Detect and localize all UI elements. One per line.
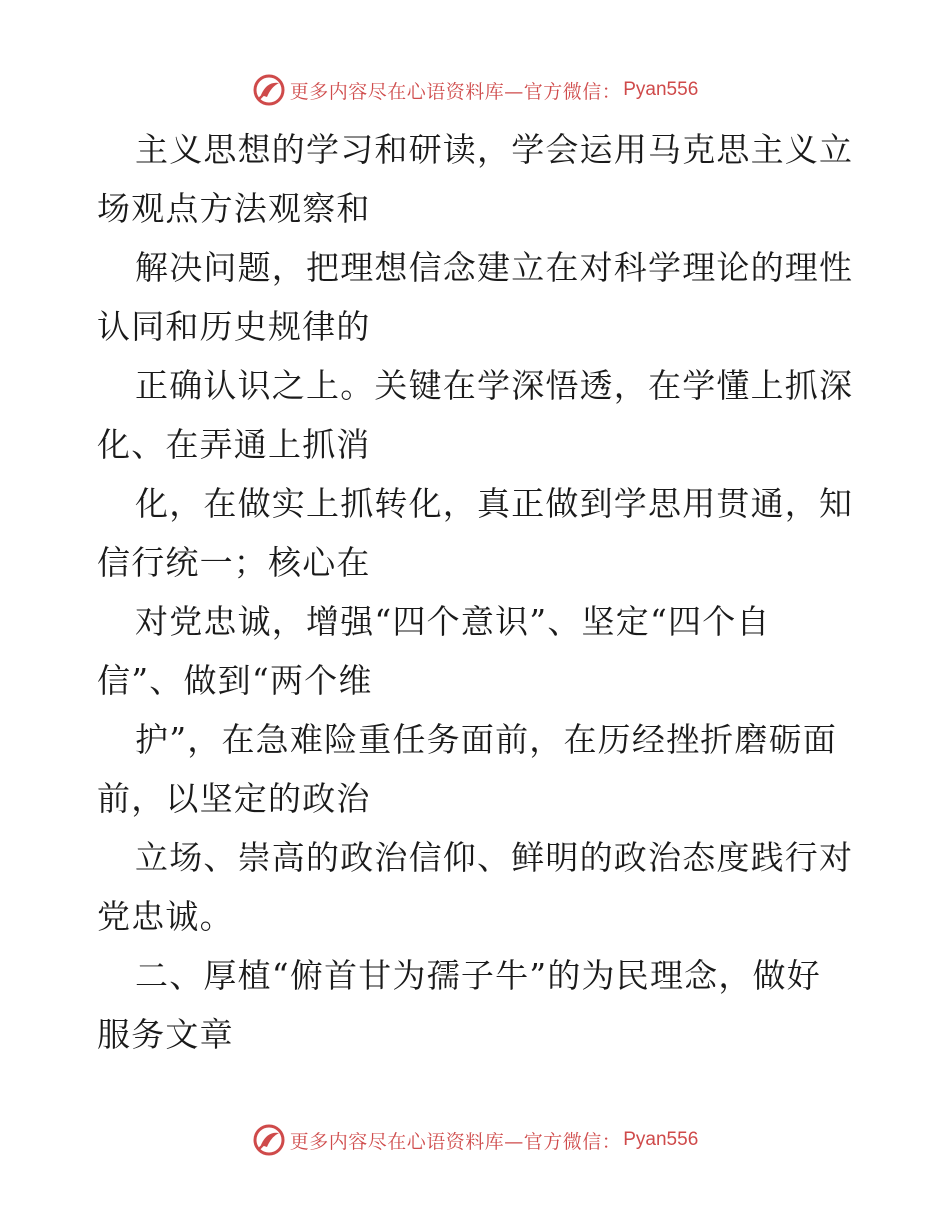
text-line: 护”，在急难险重任务面前，在历经挫折磨砺面 [135, 720, 838, 759]
brand-logo-icon [252, 73, 286, 107]
section-heading-line: 二、厚植“俯首甘为孺子牛”的为民理念，做好 [135, 956, 821, 995]
text-line: 正确认识之上。关键在学深悟透，在学懂上抓深 [135, 366, 854, 405]
text-line: 前，以坚定的政治 [97, 779, 371, 818]
document-body [97, 120, 857, 1064]
text-line: 化、在弄通上抓消 [97, 425, 371, 464]
text-line: 化，在做实上抓转化，真正做到学思用贯通，知 [135, 484, 854, 523]
text-line: 立场、崇高的政治信仰、鲜明的政治态度践行对 [135, 838, 854, 877]
text-line: 对党忠诚，增强“四个意识”、坚定“四个自 [135, 602, 771, 641]
text-line: 党忠诚。 [97, 897, 234, 936]
text-line: 场观点方法观察和 [97, 189, 371, 228]
watermark-brand-text: 更多内容尽在心语资料库—官方微信： [289, 1130, 622, 1153]
watermark-wechat-id: Pyan556 [623, 1129, 699, 1150]
text-line: 解决问题，把理想信念建立在对科学理论的理性 [135, 248, 854, 287]
text-line: 信”、做到“两个维 [97, 661, 373, 700]
text-line: 主义思想的学习和研读，学会运用马克思主义立 [135, 130, 854, 169]
text-line: 认同和历史规律的 [97, 307, 371, 346]
watermark-brand-text: 更多内容尽在心语资料库—官方微信： [289, 80, 622, 103]
watermark-wechat-id: Pyan556 [623, 79, 699, 100]
section-heading-line: 服务文章 [97, 1015, 234, 1054]
brand-logo-icon [252, 1123, 286, 1157]
footer-watermark [0, 1122, 950, 1158]
header-watermark [0, 72, 950, 108]
text-line: 信行统一；核心在 [97, 543, 371, 582]
